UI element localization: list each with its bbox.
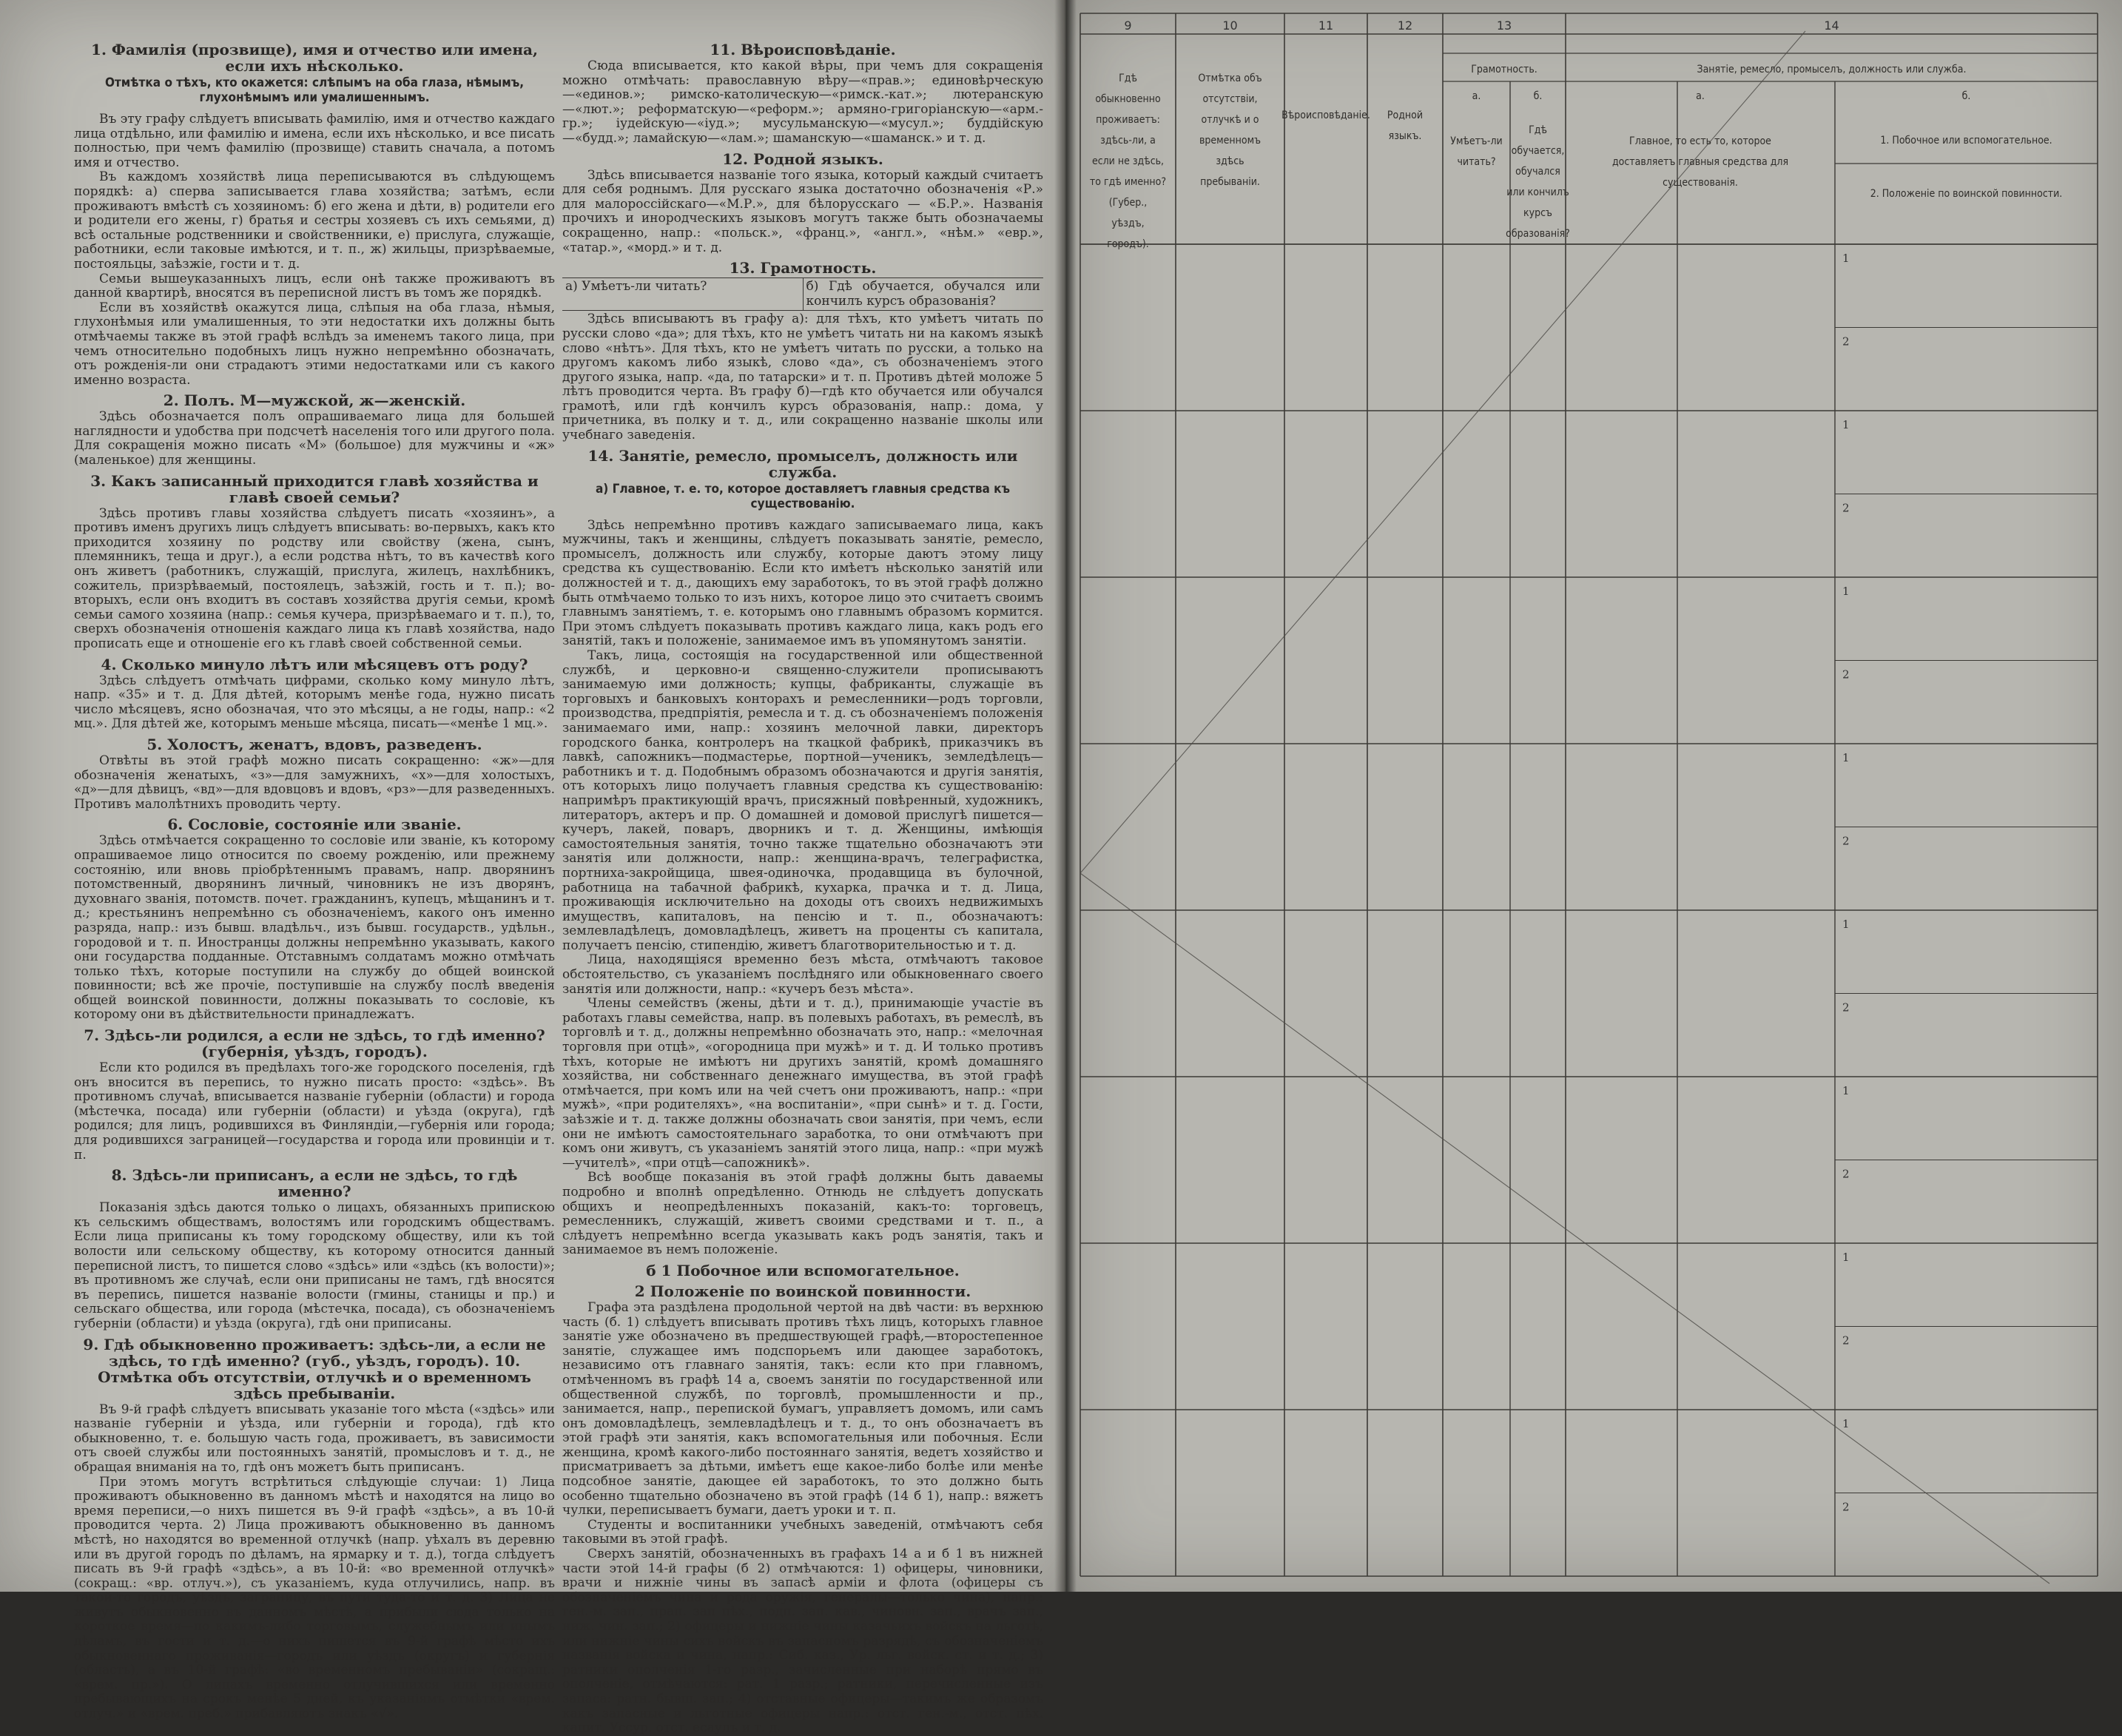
section-heading: 7. Здѣсь-ли родился, а если не здѣсь, то гдѣ именно? (губернія, уѣздъ, городъ).: [84, 1026, 545, 1061]
literacy-subcolumns: [562, 277, 1043, 311]
row-marker: 2: [1842, 1000, 1850, 1015]
column-number: 9: [1124, 18, 1132, 33]
column-10-header: Отмѣтка объ отсутствіи, отлучкѣ и о временномъ здѣсь пребываніи.: [1198, 73, 1262, 188]
column-14a-header: Главное, то есть то, которое доставляетъ главныя средства для существованія.: [1611, 135, 1789, 189]
column-13a-label: а.: [1472, 90, 1481, 102]
instruction-paragraph: Семьи вышеуказанныхъ лицъ, если онѣ также проживаютъ въ данной квартирѣ, вносятся въ переписной листъ въ томъ же порядкѣ.: [74, 271, 555, 301]
column-13a-header: Умѣетъ-ли читать?: [1450, 135, 1503, 168]
row-marker: 2: [1842, 1500, 1850, 1514]
instruction-paragraph: Если кто родился въ предѣлахъ того-же городского поселенія, гдѣ онъ вносится въ перепись, то нужно писать просто: «здѣсь». Въ противномъ случаѣ, вписывается названіе губерніи (области) и города (мѣстечка, посада) или губерніи (области) и уѣзда (округа), гдѣ родился; для лицъ, родившихся въ Финляндіи,—губернія или города; для родившихся заграницей—государства и города или провинціи и т. п.: [74, 1060, 555, 1163]
pencil-diagonal-line-lower: [1080, 873, 2049, 1584]
instruction-paragraph: Здѣсь слѣдуетъ отмѣчать цифрами, сколько кому минуло лѣтъ, напр. «35» и т. д. Для дѣтей, которымъ менѣе года, нужно писать число мѣсяцевъ, ясно обозначая, что это мѣсяцы, а не годы, напр.: «2 мц.». Для дѣтей же, которымъ меньше мѣсяца, писать—«менѣе 1 мц.».: [74, 673, 555, 732]
row-marker: 1: [1842, 751, 1850, 764]
section-heading: 1. Фамилія (прозвище), имя и отчество или имена, если ихъ нѣсколько.: [91, 41, 538, 75]
section-heading: 12. Родной языкъ.: [722, 149, 883, 168]
section-heading: 2 Положеніе по воинской повинности.: [634, 1282, 971, 1300]
section-heading: б 1 Побочное или вспомогательное.: [646, 1261, 960, 1279]
column-number: 12: [1397, 18, 1413, 33]
section-heading: 6. Сословіе, состояніе или званіе.: [167, 815, 462, 834]
column-13-title: Грамотность.: [1471, 64, 1537, 75]
column-14b1-header: 1. Побочное или вспомогательное.: [1880, 135, 2052, 147]
row-marker: 2: [1842, 667, 1850, 682]
column-14b2-header: 2. Положеніе по воинской повинности.: [1870, 188, 2063, 200]
column-9-header: Гдѣ обыкновенно проживаетъ: здѣсь-ли, а если не здѣсь, то гдѣ именно? (Губер., уѣздъ, городъ).: [1089, 73, 1167, 250]
instruction-paragraph: Сюда вписывается, кто какой вѣры, при чемъ для сокращенія можно отмѣчать: православную вѣру—«прав.»; единовѣрческую—«единов.»; римско-католическую—«римск.-кат.»; лютеранскую—«лют.»; реформатскую—«реформ.»; армяно-григоріанскую—«арм.-гр.»; іудейскую—«іуд.»; мусульманскую—«мусул.»; буддійскую—«будд.»; ламайскую—«лам.»; шаманскую—«шаманск.» и т. д.: [562, 58, 1043, 146]
section-subheading: Отмѣтка о тѣхъ, кто окажется: слѣпымъ на оба глаза, нѣмымъ, глухонѣмымъ или умалишеннымъ.: [104, 75, 525, 105]
row-marker: 1: [1842, 585, 1850, 598]
instruction-paragraph: При этомъ могутъ встрѣтиться слѣдующіе случаи: 1) Лица проживаютъ обыкновенно въ данномъ мѣстѣ и находятся на лицо во время переписи,—о нихъ пишется въ 9-й графѣ «здѣсь», а въ 10-й проводится черта. 2) Лица проживаютъ обыкновенно въ данномъ мѣстѣ, но находятся во временной отлучкѣ (напр. уѣхалъ въ деревню или въ другой городъ по дѣламъ, на ярмарку и т. д.), тогда слѣдуетъ писать въ 9-й графѣ «здѣсь», а въ 10-й: «во временной отлучкѣ» (сокращ.: «вр. отлуч.»), съ указаніемъ, куда отлучились, напр. въ такой-то городъ, уѣздъ, заграницу, въ пути туда-то и т. д. 3) Лица не живутъ обыкновенно въ данномъ мѣстѣ, а прибыли сюда только на короткое время—по какимъ-либо торговымъ, служебнымъ или инымъ дѣламъ, въ гости и т. д.—о нихъ пишется въ 9-й графѣ мѣсто ихъ обыкновеннаго проживанія—городъ или уѣздъ (округъ) и губернія (область), а въ 10-й графѣ: «во временномъ пребываніи» (сокращ.: «врем. пр.»). О лицахъ временно отлучившихся или временно пребывающихъ на срокъ менѣе 5 дней, къ указаніямъ отмѣтки «врем. отлуч.» и «врем. преб.» прибавляютъ знакъ «√».: [74, 1474, 555, 1722]
row-marker: 1: [1842, 918, 1850, 931]
instruction-paragraph: Отвѣты въ этой графѣ можно писать сокращенно: «ж»—для обозначенія женатыхъ, «з»—для замужнихъ, «х»—для холостыхъ, «д»—для дѣвицъ, «вд»—для вдовцовъ и вдовъ, «рз»—для разведенныхъ. Противъ малолѣтнихъ проводить черту.: [74, 753, 555, 812]
column-13b-header: Гдѣ обучается, обучался или кончилъ курсъ образованія?: [1506, 124, 1570, 240]
instruction-paragraph: Студенты и воспитанники учебныхъ заведеній, отмѣчаютъ себя таковыми въ этой графѣ.: [562, 1517, 1043, 1547]
census-form-table: [1065, 0, 2122, 1592]
literacy-subcolumn: а) Умѣетъ-ли читать?: [565, 279, 707, 295]
section-subheading: а) Главное, т. е. то, которое доставляетъ главныя средства къ существованію.: [595, 481, 1011, 511]
column-12-header: Родной языкъ.: [1387, 110, 1424, 142]
instruction-paragraph: Здѣсь отмѣчается сокращенно то сословіе или званіе, къ которому опрашиваемое лицо относится по своему рожденію, или прежнему состоянію, или вновь пріобрѣтеннымъ правамъ, напр. дворянинъ потомственный, дворянинъ личный, чиновникъ не изъ дворянъ, духовнаго званія, потомств. почет. гражданинъ, купецъ, мѣщанинъ и т. д.; крестьянинъ непремѣнно съ обозначеніемъ, какого онъ именно разряда, напр.: изъ бывш. владѣльч., изъ бывш. государств., удѣльн., городовой и т. п. Иностранцы должны непремѣнно указывать, какого они государства подданные. Отставнымъ солдатамъ можно отмѣчать только тѣхъ, которые поступили на службу до общей воинской повинности; всѣ же прочіе, поступившіе на службу послѣ введенія общей воинской повинности, должны показывать то сословіе, къ которому они въ дѣйствительности принадлежатъ.: [74, 833, 555, 1023]
row-marker: 1: [1842, 252, 1850, 265]
instruction-paragraph: Здѣсь вписывается названіе того языка, который каждый считаетъ для себя роднымъ. Для русскаго языка достаточно обозначенія «Р.» для малороссійскаго—«М.Р.», для бѣлорусскаго — «Б.Р.». Названія прочихъ и инородческихъ языковъ могутъ также быть обозначаемы сокращенно, напр.: «польск.», «франц.», «англ.», «нѣм.» «евр.», «татар.», «морд.» и т. д.: [562, 167, 1043, 255]
instruction-paragraph: Здѣсь обозначается полъ опрашиваемаго лица для большей наглядности и удобства при подсчетѣ населенія того или другого пола. Для сокращенія можно писать «М» (большое) для мужчины и «ж» (маленькое) для женщины.: [74, 409, 555, 468]
section-heading: 5. Холостъ, женатъ, вдовъ, разведенъ.: [146, 735, 482, 753]
instruction-paragraph: Въ эту графу слѣдуетъ вписывать фамилію, имя и отчество каждаго лица отдѣльно, или фамилію и имена, если ихъ нѣсколько, и все писать полностью, при чемъ фамилію (прозвище) ставить сначала, а потомъ имя и отчество.: [74, 112, 555, 170]
instruction-paragraph: Если въ хозяйствѣ окажутся лица, слѣпыя на оба глаза, нѣмыя, глухонѣмыя или умалишенныя, то эти недостатки ихъ должны быть отмѣчаемы также въ этой графѣ вслѣдъ за именемъ такого лица, при чемъ относительно подобныхъ лицъ нужно непремѣнно обозначать, отъ рожденія-ли они страдаютъ этими недостатками или съ какого именно возраста.: [74, 300, 555, 388]
page-fold: [1054, 0, 1077, 1592]
instruction-paragraph: Такъ, лица, состоящія на государственной или общественной службѣ, и церковно-и священно-служители прописываютъ занимаемую ими должность; купцы, фабриканты, служащіе въ торговыхъ и банковыхъ конторахъ и ремесленники—родъ торговли, производства, предпріятія, ремесла и т. д. съ обозначеніемъ положенія занимаемаго ими, напр.: хозяинъ мелочной лавки, директоръ городского банка, контролеръ на ткацкой фабрикѣ, приказчикъ въ лавкѣ, сапожникъ—подмастерье, портной—ученикъ, земледѣлецъ—работникъ и т. д. Подобнымъ образомъ обозначаются и другія занятія, отъ которыхъ лицо получаетъ главныя средства къ существованію: напримѣръ практикующій врачъ, присяжный повѣренный, художникъ, литераторъ, актеръ и пр. О домашней и домовой прислугѣ пишется—кучеръ, лакей, поваръ, дворникъ и т. д. Женщины, имѣющія самостоятельныя занятія, точно также тщательно обозначаютъ эти занятія или должности, напр.: женщина-врачъ, телеграфистка, портниха-закройщица, швея-одиночка, продавщица въ булочной, работница на табачной фабрикѣ, кухарка, прачка и т. д. Лица, проживающія исключительно на доходы отъ своихъ недвижимыхъ имуществъ, капиталовъ, на пенсію и т. п., обозначаютъ: землевладѣлецъ, домовладѣлецъ, живетъ на проценты съ капитала, получаетъ пенсію, стипендію, живетъ благотворительностью и т. д.: [562, 648, 1043, 953]
section-heading: 4. Сколько минуло лѣтъ или мѣсяцевъ отъ роду?: [101, 655, 528, 673]
column-number: 13: [1496, 18, 1512, 33]
row-marker: 1: [1842, 418, 1850, 431]
instruction-paragraph: Члены семействъ (жены, дѣти и т. д.), принимающіе участіе въ работахъ главы семейства, напр. въ полевыхъ работахъ, въ ремеслѣ, въ торговлѣ и т. д., должны непремѣнно обозначать это, напр.: «мелочная торговля при отцѣ», «огородница при мужѣ» и т. д. И только противъ тѣхъ, которые не имѣютъ ни другихъ занятій, кромѣ домашняго хозяйства, ни собственнаго денежнаго имущества, въ этой графѣ отмѣчается, при комъ или на чей счетъ они проживаютъ, напр.: «при мужѣ», «при родителяхъ», «на воспитаніи», «при сынѣ» и т. д. Гости, заѣзжіе и т. д. также должны обозначать свои занятія, при чемъ, если они не имѣютъ самостоятельнаго заработка, то они отмѣчаютъ при комъ они живутъ, съ указаніемъ занятій этого лица, напр.: «при мужѣ—учителѣ», «при отцѣ—сапожникѣ».: [562, 996, 1043, 1171]
instruction-paragraph: Лица, находящіяся временно безъ мѣста, отмѣчаютъ таковое обстоятельство, съ указаніемъ послѣдняго или обыкновеннаго своего занятія или должности, напр.: «кучеръ безъ мѣста».: [562, 952, 1043, 997]
row-marker: 2: [1842, 1333, 1850, 1348]
column-14a-label: а.: [1696, 90, 1705, 102]
row-marker: 1: [1842, 1251, 1850, 1264]
instruction-paragraph: Всѣ вообще показанія въ этой графѣ должны быть даваемы подробно и вполнѣ опредѣленно. Отнюдь не слѣдуетъ допускать общихъ и неопредѣленныхъ показаній, какъ-то: торговецъ, ремесленникъ, служащій, живетъ своими средствами и т. п., а слѣдуетъ непремѣнно всегда указывать какъ родъ занятія, такъ и занимаемое въ немъ положеніе.: [562, 1170, 1043, 1258]
instruction-paragraph: Здѣсь непремѣнно противъ каждаго записываемаго лица, какъ мужчины, такъ и женщины, слѣдуетъ показывать занятіе, ремесло, промыселъ, должность или службу, которые даютъ этому лицу средства къ существованію. Если кто имѣетъ нѣсколько занятій или должностей и т. д., дающихъ ему заработокъ, то въ этой графѣ должно быть отмѣчаемо только то изъ нихъ, которое лицо это считаетъ своимъ главнымъ занятіемъ, т. е. которымъ оно главнымъ образомъ кормится. При этомъ слѣдуетъ показывать противъ каждаго лица, какъ родъ его занятій, такъ и положеніе, занимаемое имъ въ упомянутомъ занятіи.: [562, 517, 1043, 649]
right-page: [1065, 0, 2122, 1592]
instruction-paragraph: Графа эта раздѣлена продольной чертой на двѣ части: въ верхнюю часть (б. 1) слѣдуетъ вписывать противъ тѣхъ лицъ, которыхъ главное занятіе уже обозначено въ предшествующей графѣ,—второстепенное занятіе, служащее имъ подспорьемъ или дающее заработокъ, независимо отъ главнаго занятія, такъ: если кто при главномъ, отмѣченномъ въ графѣ 14 а, своемъ занятіи по государственной или общественной службѣ, по торговлѣ, промышленности и пр., занимается, напр., перепиской бумагъ, управляетъ домомъ, или самъ онъ домовладѣлецъ, землевладѣлецъ и т. д., то онъ обозначаетъ въ этой графѣ эти занятія, какъ вспомогательныя или побочныя. Если женщина, кромѣ какого-либо постояннаго занятія, ведетъ хозяйство и присматриваетъ за дѣтьми, имѣетъ еще какое-либо болѣе или менѣе подсобное занятіе, дающее ей заработокъ, то это должно быть особенно тщательно обозначено въ этой графѣ (14 б 1), напр.: вяжетъ чулки, переписываетъ бумаги, даетъ уроки и т. п.: [562, 1299, 1043, 1518]
section-heading: 14. Занятіе, ремесло, промыселъ, должность или служба.: [587, 446, 1018, 481]
row-marker: 2: [1842, 1167, 1850, 1181]
instructions-column-a: [74, 37, 555, 1722]
section-heading: 3. Какъ записанный приходится главѣ хозяйства и главѣ своей семьи?: [90, 471, 539, 506]
row-marker: 2: [1842, 334, 1850, 349]
column-number: 11: [1318, 18, 1334, 33]
instruction-paragraph: Показанія здѣсь даются только о лицахъ, обязанныхъ припискою къ сельскимъ обществамъ, волостямъ или городскимъ обществамъ. Если лица приписаны къ тому городскому обществу, или къ той волости или сельскому обществу, къ которому относится данный переписной листъ, то пишется слово «здѣсь» или «здѣсь (къ волости)»; въ противномъ же случаѣ, если они приписаны не тамъ, гдѣ вносятся въ перепись, пишется названіе волости (гмины, станицы и пр.) и сельскаго общества, или города (мѣстечка, посада), съ обозначеніемъ губерніи (области) и уѣзда (округа), гдѣ они приписаны.: [74, 1200, 555, 1331]
section-heading: 2. Полъ. М—мужской, ж—женскій.: [163, 391, 466, 410]
instructions-column-b: [562, 37, 1043, 1736]
row-marker: 1: [1842, 1417, 1850, 1430]
column-number: 14: [1824, 18, 1839, 33]
instruction-paragraph: Въ каждомъ хозяйствѣ лица переписываются въ слѣдующемъ порядкѣ: а) сперва записывается глава хозяйства; затѣмъ, если проживаютъ вмѣстѣ съ хозяиномъ: б) его жена и дѣти, в) родители его и родители его жены, г) братья и сестры хозяевъ съ ихъ семьями, д) всѣ остальные родственники и свойственники, е) прислуга, служащіе, работники, если таковые имѣются, и т. п., ж) жильцы, призрѣваемые, постояльцы, заѣзжіе, гости и т. д.: [74, 169, 555, 272]
literacy-subcolumn: б) Гдѣ обучается, обучался или кончилъ курсъ образованія?: [803, 278, 1044, 310]
row-marker: 2: [1842, 501, 1850, 515]
instruction-paragraph: Сверхъ занятій, обозначенныхъ въ графахъ 14 а и б 1 въ нижней части этой 14-й графы (б 2) отмѣчаются: 1) офицеры, чиновники, врачи и нижніе чины въ запасѣ арміи и флота (офицеры съ обозначеніемъ чина и рода оружія, генералы—только чина), напр.: ген.-м. зап., прап. зап пѣх., подп. зап. кав., чиновн. зап., врачъ зап., ниж. чин. зап.; 2) офицеры и нижніе чины казачьихъ войскъ на льготѣ, или нижніе чины сихъ войскъ въ запасномъ разрядѣ, съ обозначеніемъ названія войска и чина, напр.: Сиб. каз., Ур. льг. войск. ст. и т. д.; 3) ратники ополченія 1-го разр., зачисленные при наборѣ прямо въ ополченіе, отмѣчаются: рат. 1 разр.; ратники, перечисленные изъ запаса: ратн. бывш. зап.; 4) отставные офицеры—такимъ же образомъ какъ запасные и льготные офицеры напр.: отст. ген.-м., отст. пѣх. капит. Уссур. отст. есаулъ и т. д.: [562, 1547, 1043, 1736]
instruction-paragraph: Здѣсь противъ главы хозяйства слѣдуетъ писать «хозяинъ», а противъ именъ другихъ лицъ слѣдуетъ вписывать: во-первыхъ, какъ кто приходится хозяину по родству или свойству (жена, сынъ, племянникъ, теща и друг.), а если родства нѣтъ, то въ качествѣ кого онъ живетъ (работникъ, служащій, прислуга, жилецъ, нахлѣбникъ, сожитель, призрѣваемый, постоялецъ, заѣзжій, гость и т. п.); во-вторыхъ, если онъ входитъ въ составъ хозяйства другія семьи, кромѣ семьи самого хозяина (напр.: семья кучера, призрѣваемаго и т. п.), то, сверхъ обозначенія отношенія каждаго лица къ главѣ хозяйства, надо прописать еще и отношеніе его къ главѣ своей собственной семьи.: [74, 505, 555, 651]
instruction-paragraph: Здѣсь вписываютъ въ графу а): для тѣхъ, кто умѣетъ читать по русски слово «да»; для тѣхъ, кто не умѣетъ читать ни на какомъ языкѣ слово «нѣтъ». Для тѣхъ, кто не умѣетъ читать по русски, а только на другомъ какомъ либо языкѣ, слово «да», съ обозначеніемъ этого другого языка, напр. «да, по татарски» и т. п. Противъ дѣтей моложе 5 лѣтъ проводится черта. Въ графу б)—гдѣ кто обучается или обучался грамотѣ, или гдѣ кончилъ курсъ образованія, напр.: дома, у причетника, въ полку и т. д., или сокращенно названіе школы или учебнаго заведенія.: [562, 312, 1043, 443]
column-14b-label: б.: [1961, 90, 1971, 102]
instruction-paragraph: Въ 9-й графѣ слѣдуетъ вписывать указаніе того мѣста («здѣсь» или названіе губерніи и уѣзда, или губерніи и города), гдѣ кто обыкновенно, т. е. большую часть года, проживаетъ, въ зависимости отъ своей службы или постоянныхъ занятій, промысловъ и т. д., не обращая вниманія на то, гдѣ онъ можетъ быть приписанъ.: [74, 1402, 555, 1475]
row-marker: 2: [1842, 834, 1850, 848]
section-heading: 11. Вѣроисповѣданіе.: [710, 41, 896, 58]
column-11-header: Вѣроисповѣданіе.: [1281, 110, 1370, 121]
column-13b-label: б.: [1533, 90, 1543, 102]
section-heading: 13. Грамотность.: [729, 259, 877, 277]
column-number: 10: [1222, 18, 1238, 33]
column-14-title: Занятіе, ремесло, промыселъ, должность или служба.: [1697, 64, 1967, 75]
row-marker: 1: [1842, 1084, 1850, 1097]
section-heading: 9. Гдѣ обыкновенно проживаетъ: здѣсь-ли, а если не здѣсь, то гдѣ именно? (губ., уѣздъ, городъ). 10. Отмѣтка объ отсутствіи, отлучкѣ и о временномъ здѣсь пребываніи.: [83, 1335, 546, 1402]
section-heading: 8. Здѣсь-ли приписанъ, а если не здѣсь, то гдѣ именно?: [111, 1166, 518, 1201]
